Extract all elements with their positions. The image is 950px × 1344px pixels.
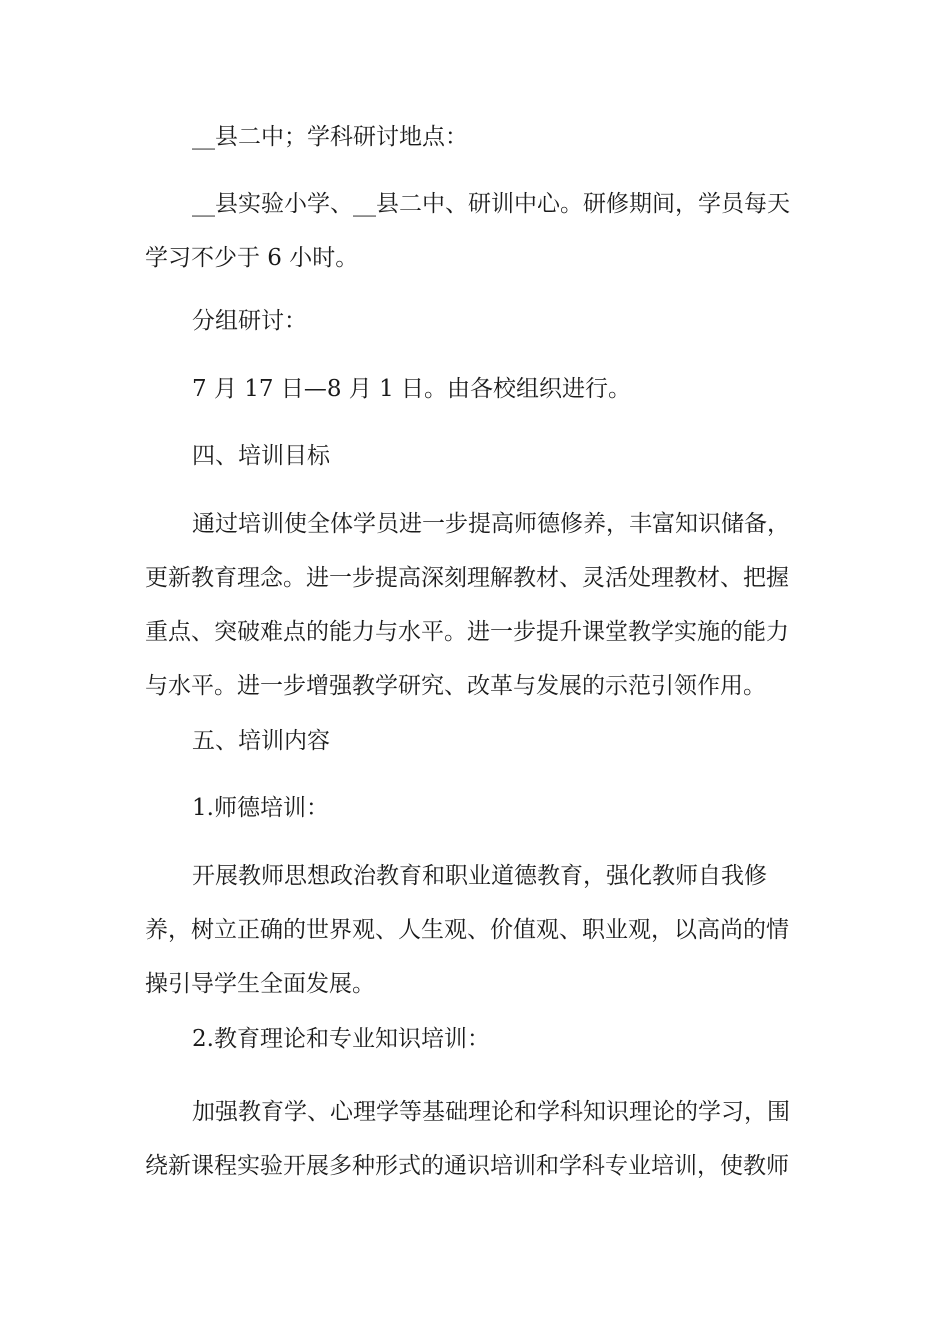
paragraph-locations-hours bbox=[145, 177, 807, 285]
paragraph-theory-training bbox=[145, 1085, 807, 1193]
heading-theory-training bbox=[145, 1012, 807, 1066]
paragraph-group-discussion bbox=[145, 294, 807, 348]
paragraph-training-goals bbox=[145, 497, 807, 713]
text-line: 更新教育理念。进一步提高深刻理解教材、灵活处理教材、把握 bbox=[145, 565, 789, 591]
text-line: 四、培训目标 bbox=[192, 443, 330, 469]
text-line: __县实验小学、__县二中、研训中心。研修期间，学员每天 bbox=[192, 191, 790, 217]
text-line: 1.师德培训： bbox=[192, 795, 329, 821]
text-line: 7 月 17 日—8 月 1 日。由各校组织进行。 bbox=[192, 376, 632, 402]
text-line: 操引导学生全面发展。 bbox=[145, 971, 375, 997]
text-line: 2.教育理论和专业知识培训： bbox=[192, 1026, 490, 1052]
text-line: 与水平。进一步增强教学研究、改革与发展的示范引领作用。 bbox=[145, 673, 766, 699]
text-line: 五、培训内容 bbox=[192, 728, 330, 754]
text-line: 通过培训使全体学员进一步提高师德修养，丰富知识储备， bbox=[192, 511, 790, 537]
text-line: 加强教育学、心理学等基础理论和学科知识理论的学习，围 bbox=[192, 1099, 790, 1125]
text-line: 重点、突破难点的能力与水平。进一步提升课堂教学实施的能力 bbox=[145, 619, 789, 645]
text-line: __县二中；学科研讨地点： bbox=[192, 124, 468, 150]
text-line: 学习不少于 6 小时。 bbox=[145, 245, 359, 271]
paragraph-ethics-training bbox=[145, 849, 807, 1011]
text-line: 开展教师思想政治教育和职业道德教育，强化教师自我修 bbox=[192, 863, 767, 889]
heading-training-content bbox=[145, 714, 807, 768]
text-line: 养，树立正确的世界观、人生观、价值观、职业观，以高尚的情 bbox=[145, 917, 789, 943]
heading-ethics-training bbox=[145, 781, 807, 835]
paragraph-study-location bbox=[145, 110, 807, 164]
text-line: 绕新课程实验开展多种形式的通识培训和学科专业培训，使教师 bbox=[145, 1153, 789, 1179]
heading-training-goals bbox=[145, 429, 807, 483]
paragraph-dates bbox=[145, 362, 807, 416]
text-line: 分组研讨： bbox=[192, 308, 307, 334]
